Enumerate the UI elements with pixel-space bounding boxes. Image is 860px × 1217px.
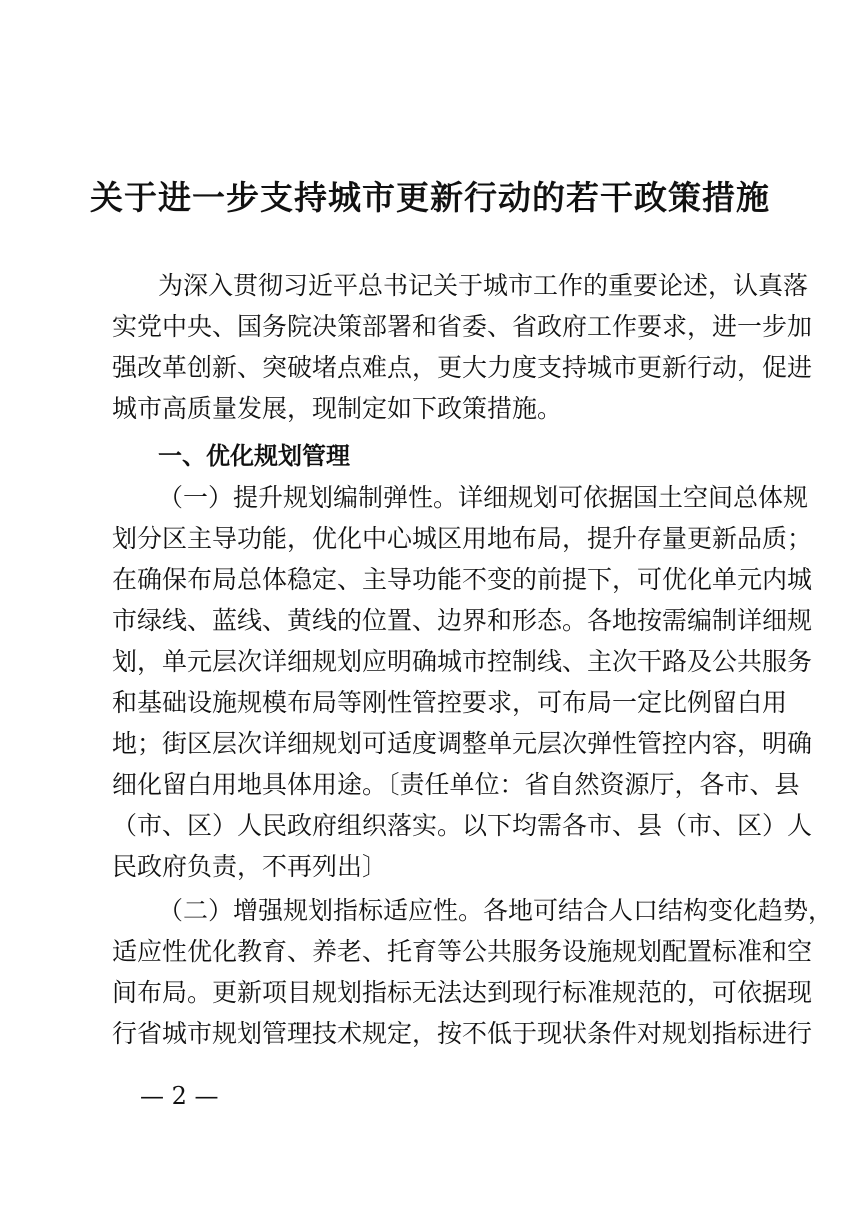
item1-line-1: （一）提升规划编制弹性。详细规划可依据国土空间总体规 bbox=[158, 483, 809, 512]
item1-line-4: 市绿线、蓝线、黄线的位置、边界和形态。各地按需编制详细规 bbox=[112, 606, 813, 635]
item1-line-9: （市、区）人民政府组织落实。以下均需各市、县（市、区）人 bbox=[112, 811, 813, 840]
intro-line-1: 为深入贯彻习近平总书记关于城市工作的重要论述，认真落 bbox=[158, 271, 809, 300]
item1-line-2: 划分区主导功能，优化中心城区用地布局，提升存量更新品质； bbox=[112, 524, 813, 553]
item1-line-10: 民政府负责，不再列出〕 bbox=[112, 852, 388, 881]
page-number: — 2 — bbox=[140, 1082, 219, 1110]
document-title: 关于进一步支持城市更新行动的若干政策措施 bbox=[90, 178, 770, 217]
item1-line-6: 和基础设施规模布局等刚性管控要求，可布局一定比例留白用 bbox=[112, 688, 788, 717]
section-heading: 一、优化规划管理 bbox=[158, 442, 350, 470]
item2-line-1: （二）增强规划指标适应性。各地可结合人口结构变化趋势， bbox=[158, 896, 834, 925]
intro-line-4: 城市高质量发展，现制定如下政策措施。 bbox=[112, 394, 563, 423]
intro-line-3: 强改革创新、突破堵点难点，更大力度支持城市更新行动，促进 bbox=[112, 353, 813, 382]
item2-line-2: 适应性优化教育、养老、托育等公共服务设施规划配置标准和空 bbox=[112, 937, 813, 966]
item1-line-3: 在确保布局总体稳定、主导功能不变的前提下，可优化单元内城 bbox=[112, 565, 813, 594]
item2-line-4: 行省城市规划管理技术规定，按不低于现状条件对规划指标进行 bbox=[112, 1019, 813, 1048]
item1-line-5: 划，单元层次详细规划应明确城市控制线、主次干路及公共服务 bbox=[112, 647, 813, 676]
item1-line-8: 细化留白用地具体用途。〔责任单位：省自然资源厅，各市、县 bbox=[112, 770, 800, 799]
item1-line-7: 地；街区层次详细规划可适度调整单元层次弹性管控内容，明确 bbox=[112, 729, 813, 758]
intro-line-2: 实党中央、国务院决策部署和省委、省政府工作要求，进一步加 bbox=[112, 312, 813, 341]
item2-line-3: 间布局。更新项目规划指标无法达到现行标准规范的，可依据现 bbox=[112, 978, 813, 1007]
